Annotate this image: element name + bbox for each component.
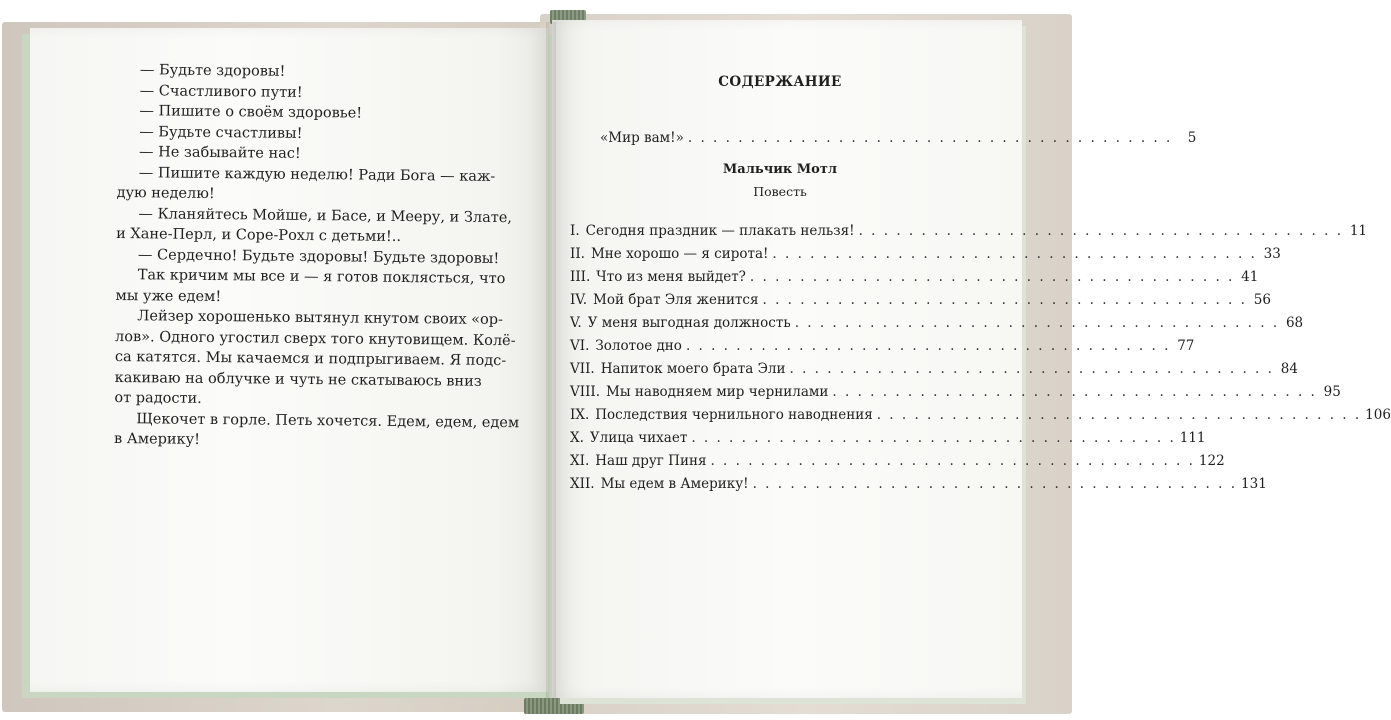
toc-title: СОДЕРЖАНИЕ: [718, 74, 842, 90]
toc-page-number: 131: [1241, 476, 1267, 492]
chapter-title: Сегодня праздник — плакать нельзя!: [585, 223, 855, 239]
toc-chapter-row: [570, 246, 1281, 262]
toc-chapter-row: [570, 292, 1271, 308]
toc-chapter-row: [570, 269, 1259, 285]
text-line: дую неделю!: [116, 184, 215, 203]
text-line: Так кричим мы все и — я готов поклясться, что: [137, 267, 506, 288]
toc-chapter-row: [570, 453, 1225, 469]
chapter-number: III.: [570, 269, 591, 285]
chapter-number: IV.: [570, 292, 588, 308]
chapter-number: XII.: [570, 476, 595, 492]
chapter-number: VI.: [570, 338, 590, 354]
toc-leader: . . . . . . . . . . . . . . . . . . . . . . . . . . . . . . . . . . . . . . .: [749, 269, 1235, 285]
toc-leader: . . . . . . . . . . . . . . . . . . . . . . . . . . . . . . . . . . . . . . .: [832, 384, 1317, 400]
chapter-title: Что из меня выйдет?: [596, 269, 746, 285]
text-line: — Сердечно! Будьте здоровы! Будьте здоровы!: [137, 246, 500, 267]
toc-page-number: 33: [1263, 246, 1281, 262]
left-page-text: [113, 60, 520, 454]
toc-leader: . . . . . . . . . . . . . . . . . . . . . . . . . . . . . . . . . . . . . . .: [762, 292, 1247, 308]
chapter-title: У меня выгодная должность: [587, 315, 791, 331]
chapter-title: Мы наводняем мир чернилами: [606, 384, 829, 400]
chapter-number: VII.: [570, 361, 595, 377]
chapter-title: Улица чихает: [589, 430, 688, 446]
text-line: — Будьте счастливы!: [139, 123, 303, 142]
toc-page-number: 11: [1349, 223, 1368, 239]
section-title: Мальчик Мотл: [722, 162, 838, 177]
toc-leader: . . . . . . . . . . . . . . . . . . . . . . . . . . . . . . . . . . . . . . .: [772, 246, 1257, 262]
text-line: Лейзер хорошенько вытянул кнутом своих «ор-: [137, 308, 504, 329]
toc-chapter-row: [570, 430, 1206, 446]
toc-page-number: 95: [1323, 384, 1341, 400]
toc-page-number: 122: [1198, 453, 1225, 469]
toc-leader: . . . . . . . . . . . . . . . . . . . . . . . . . . . . . . . . . . . . . . .: [794, 315, 1280, 331]
toc-page-number: 84: [1280, 361, 1298, 377]
toc-chapter-row: [570, 361, 1298, 377]
toc-chapter-row: [570, 384, 1341, 400]
right-page: [552, 20, 1022, 698]
chapter-number: VIII.: [570, 384, 601, 400]
text-line: и Хане-Перл, и Соре-Рохл с детьми!..: [116, 225, 402, 245]
chapter-title: Напиток моего брата Эли: [600, 361, 786, 377]
section-subtitle: Повесть: [753, 184, 807, 199]
text-line: — Пишите о своём здоровье!: [139, 103, 363, 122]
chapter-number: II.: [570, 246, 585, 262]
toc-chapter-row: [570, 223, 1368, 239]
toc-chapter-row: [570, 407, 1391, 423]
chapter-number: IX.: [570, 407, 590, 423]
toc-chapter-row: [570, 315, 1304, 331]
chapter-title: Мой брат Эля женится: [593, 292, 759, 308]
text-line: — Будьте здоровы!: [139, 62, 286, 80]
toc-leader: . . . . . . . . . . . . . . . . . . . . . . . . . . . . . . . . . . . . . . .: [789, 361, 1274, 377]
toc-chapter-row: [570, 338, 1195, 354]
chapter-number: V.: [570, 315, 582, 331]
toc-leader: . . . . . . . . . . . . . . . . . . . . . . . . . . . . . . . . . . . . . . .: [685, 338, 1171, 354]
toc-page-number: 111: [1179, 430, 1206, 446]
chapter-title: Золотое дно: [595, 338, 682, 354]
text-line: — Не забывайте нас!: [138, 144, 301, 162]
toc-page-number: 5: [1187, 130, 1197, 146]
text-line: в Америку!: [113, 430, 201, 448]
toc-page-number: 106: [1365, 407, 1391, 423]
chapter-title: Последствия чернильного наводнения: [595, 407, 873, 423]
toc-entry-title: «Мир вам!»: [600, 130, 684, 146]
toc-page-number: 56: [1253, 292, 1271, 308]
toc-page-number: 41: [1241, 269, 1259, 285]
toc-leader: . . . . . . . . . . . . . . . . . . . . . . . . . . . . . . . . . . . . . . .: [710, 453, 1195, 469]
text-line: мы уже едем!: [115, 287, 222, 305]
chapter-number: I.: [570, 223, 580, 239]
chapter-number: X.: [570, 430, 584, 446]
toc-page-number: 77: [1177, 338, 1195, 354]
text-line: са катятся. Мы качаемся и подпрыгиваем. Я подс-: [114, 348, 507, 370]
text-line: от радости.: [114, 389, 202, 407]
toc-leader: . . . . . . . . . . . . . . . . . . . . . . . . . . . . . . . . . . . . . . .: [752, 476, 1238, 492]
toc-chapter-row: [570, 476, 1267, 492]
text-line: какиваю на облучке и чуть не скатываюсь вниз: [114, 369, 482, 390]
chapter-title: Мы едем в Америку!: [600, 476, 749, 492]
toc-leader: . . . . . . . . . . . . . . . . . . . . . . . . . . . . . . . . . . . . . . .: [858, 223, 1344, 239]
chapter-title: Мне хорошо — я сирота!: [590, 246, 769, 262]
toc-leader: . . . . . . . . . . . . . . . . . . . . . . . . . . . . . . . . . . . . . . .: [687, 130, 1173, 146]
book-gutter: [546, 22, 556, 698]
text-line: — Кланяйтесь Мойше, и Басе, и Мееру, и Злате,: [138, 205, 513, 226]
text-line: Щекочет в горле. Петь хочется. Едем, едем, едем: [136, 410, 520, 431]
text-line: — Счастливого пути!: [139, 82, 303, 101]
chapter-title: Наш друг Пиня: [595, 453, 707, 469]
chapter-number: XI.: [570, 453, 590, 469]
toc-leader: . . . . . . . . . . . . . . . . . . . . . . . . . . . . . . . . . . . . . . .: [876, 407, 1362, 423]
text-line: — Пишите каждую неделю! Ради Бога — каж-: [138, 164, 496, 185]
toc-intro-row: [600, 130, 1197, 146]
text-line: лов». Одного угостил сверх того кнутовищем. Колё-: [115, 328, 516, 349]
toc-leader: . . . . . . . . . . . . . . . . . . . . . . . . . . . . . . . . . . . . . . .: [691, 430, 1176, 446]
toc-page-number: 68: [1285, 315, 1304, 331]
